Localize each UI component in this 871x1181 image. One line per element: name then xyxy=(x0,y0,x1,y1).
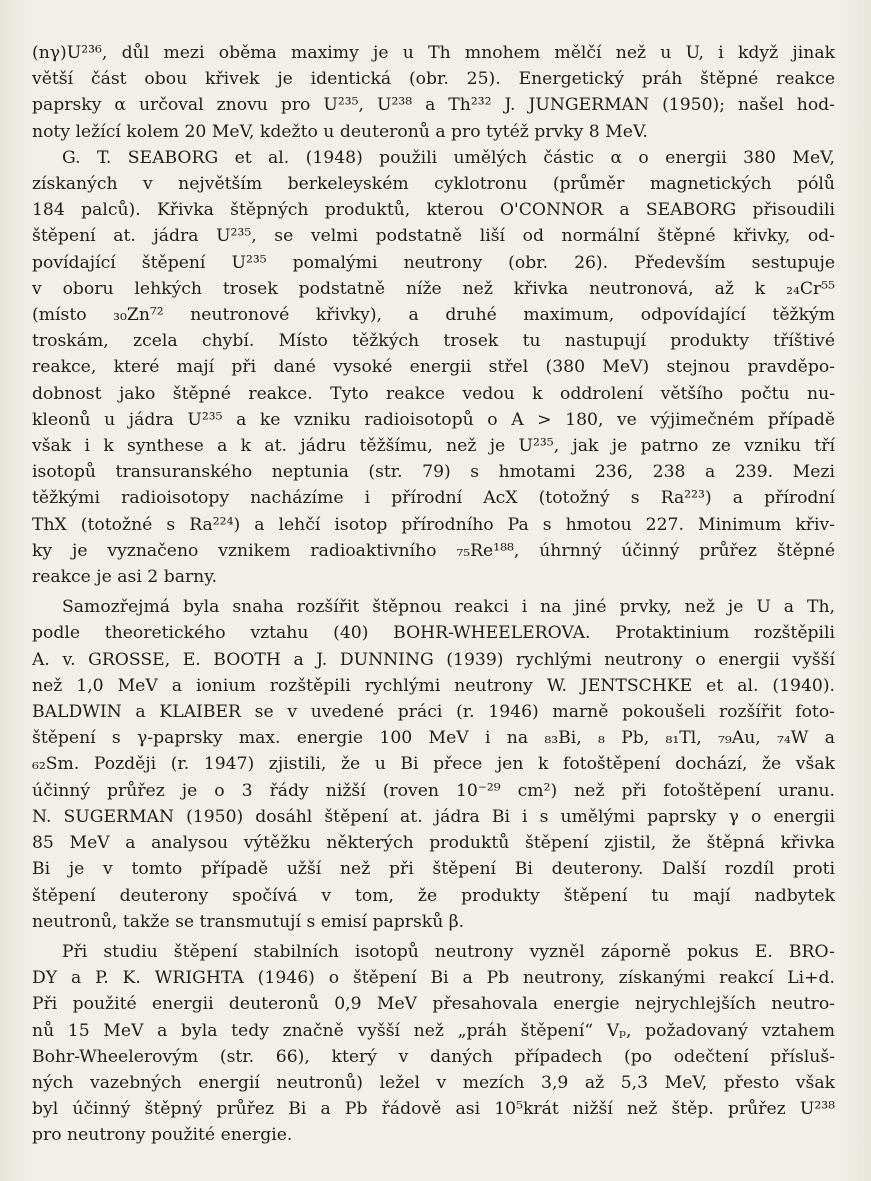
text-line: G. T. SEABORG et al. (1948) použili umělých částic α o energii 380 MeV, xyxy=(62,147,835,168)
text-line: Samozřejmá byla snaha rozšířit štěpnou reakci i na jiné prvky, než je U a Th, xyxy=(62,597,835,618)
text-line: štěpení s γ-paprsky max. energie 100 MeV i na ₈₃Bi, ₈ Pb, ₈₁Tl, ₇₉Au, ₇₄W a xyxy=(32,728,835,749)
text-line: isotopů transuranského neptunia (str. 79) s hmotami 236, 238 a 239. Mezi xyxy=(32,462,835,483)
text-line: Při použité energii deuteronů 0,9 MeV přesahovala energie nejrychlejších neutro- xyxy=(32,994,835,1015)
paragraph-3 xyxy=(32,594,835,935)
text-line: dobnost jako štěpné reakce. Tyto reakce vedou k oddrolení většího počtu nu- xyxy=(32,383,835,404)
text-line: 85 MeV a analysou výtěžku některých produktů štěpení zjistil, že štěpná křivka xyxy=(32,833,835,854)
text-line: byl účinný štěpný průřez Bi a Pb řádově asi 10⁵krát nižší než štěp. průřez U²³⁸ xyxy=(32,1099,835,1120)
text-line: reakce, které mají při dané vysoké energii střel (380 MeV) stejnou pravděpo- xyxy=(32,357,835,378)
text-line: troskám, zcela chybí. Místo těžkých trosek tu nastupují produkty tříštivé xyxy=(32,331,835,352)
text-line: však i k synthese a k at. jádru těžšímu, než je U²³⁵, jak je patrno ze vzniku tří xyxy=(32,436,835,457)
text-line: Při studiu štěpení stabilních isotopů neutrony vyzněl záporně pokus E. BRO- xyxy=(62,941,835,962)
text-line: povídající štěpení U²³⁵ pomalými neutrony (obr. 26). Především sestupuje xyxy=(32,252,835,273)
text-line: získaných v největším berkeleyském cyklotronu (průměr magnetických pólů xyxy=(32,174,835,195)
text-line: BALDWIN a KLAIBER se v uvedené práci (r. 1946) marně pokoušeli rozšířit foto- xyxy=(32,702,835,723)
text-line: štěpení deuterony spočívá v tom, že produkty štěpení tu mají nadbytek xyxy=(32,885,835,906)
text-line: N. SUGERMAN (1950) dosáhl štěpení at. jádra Bi i s umělými paprsky γ o energii xyxy=(32,806,835,827)
text-line: neutronů, takže se transmutují s emisí paprsků β. xyxy=(32,911,465,932)
text-line: účinný průřez je o 3 řády nižší (roven 10⁻²⁹ cm²) než při fotoštěpení uranu. xyxy=(32,780,835,801)
paragraph-1 xyxy=(32,40,835,145)
text-line: nů 15 MeV a byla tedy značně vyšší než „práh štěpení“ Vₚ, požadovaný vztahem xyxy=(32,1020,835,1041)
text-line: 184 palců). Křivka štěpných produktů, kterou O'CONNOR a SEABORG přisoudili xyxy=(32,200,835,221)
text-line: paprsky α určoval znovu pro U²³⁵, U²³⁸ a Th²³² J. JUNGERMAN (1950); našel hod- xyxy=(32,95,835,116)
text-line: ₆₂Sm. Později (r. 1947) zjistili, že u Bi přece jen k fotoštěpení dochází, že však xyxy=(32,754,835,775)
paragraph-4 xyxy=(32,939,835,1149)
text-line: reakce je asi 2 barny. xyxy=(32,567,218,588)
text-line: ThX (totožné s Ra²²⁴) a lehčí isotop přírodního Pa s hmotou 227. Minimum křiv- xyxy=(32,514,835,535)
paragraph-2 xyxy=(32,145,835,590)
text-line: kleonů u jádra U²³⁵ a ke vzniku radioisotopů o A > 180, ve výjimečném případě xyxy=(32,409,835,430)
text-line: v oboru lehkých trosek podstatně níže než křivka neutronová, až k ₂₄Cr⁵⁵ xyxy=(32,278,835,299)
text-line: Bi je v tomto případě užší než při štěpení Bi deuterony. Další rozdíl proti xyxy=(32,859,835,880)
text-line: (nγ)U²³⁶, důl mezi oběma maximy je u Th mnohem mělčí než u U, i když jinak xyxy=(32,43,835,63)
text-line: Bohr-Wheelerovým (str. 66), který v daných případech (po odečtení přísluš- xyxy=(32,1046,835,1067)
text-line: DY a P. K. WRIGHTA (1946) o štěpení Bi a Pb neutrony, získanými reakcí Li+d. xyxy=(32,968,835,989)
text-line: štěpení at. jádra U²³⁵, se velmi podstatně liší od normální štěpné křivky, od- xyxy=(32,226,835,247)
text-line: A. v. GROSSE, E. BOOTH a J. DUNNING (1939) rychlými neutrony o energii vyšší xyxy=(32,649,835,670)
text-line: než 1,0 MeV a ionium rozštěpili rychlými neutrony W. JENTSCHKE et al. (1940). xyxy=(32,675,835,696)
text-line: podle theoretického vztahu (40) BOHR-WHEELEROVA. Protaktinium rozštěpili xyxy=(32,623,835,644)
text-line: noty ležící kolem 20 MeV, kdežto u deuteronů a pro tytéž prvky 8 MeV. xyxy=(32,121,648,142)
text-line: pro neutrony použité energie. xyxy=(32,1125,293,1146)
text-line: větší část obou křivek je identická (obr. 25). Energetický práh štěpné reakce xyxy=(32,69,835,90)
text-line: (místo ₃₀Zn⁷² neutronové křivky), a druhé maximum, odpovídající těžkým xyxy=(32,305,835,326)
text-line: ných vazebných energií neutronů) ležel v mezích 3,9 až 5,3 MeV, přesto však xyxy=(32,1072,835,1093)
text-line: těžkými radioisotopy nacházíme i přírodní AcX (totožný s Ra²²³) a přírodní xyxy=(32,488,835,509)
text-line: ky je vyznačeno vznikem radioaktivního ₇₅Re¹⁸⁸, úhrnný účinný průřez štěpné xyxy=(32,540,835,561)
